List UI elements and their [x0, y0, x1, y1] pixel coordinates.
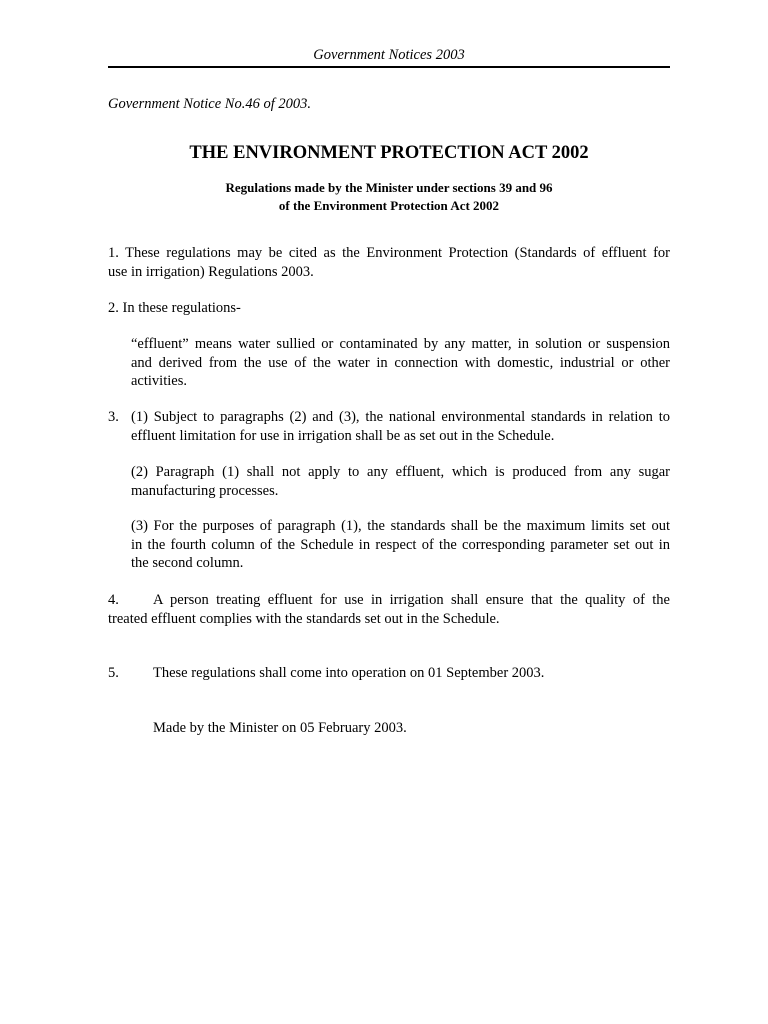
regulation-3-number-text: 3. [108, 409, 119, 425]
regulation-4-line-2: treated effluent complies with the standards set out in the Schedule. [108, 611, 500, 627]
regulation-4-line-1: A person treating effluent for use in irrigation shall ensure that the quality of the [153, 592, 670, 608]
regulation-4-number-text: 4. [108, 592, 119, 608]
act-subtitle-line-2: of the Environment Protection Act 2002 [278, 198, 500, 213]
act-subtitle [108, 179, 670, 215]
regulation-3-paragraph-3-line-3: the second column. [131, 555, 244, 571]
regulation-1-line-1: 1. These regulations may be cited as the Environment Protection (Standards of effluent for [108, 245, 670, 261]
regulation-5-text [153, 664, 670, 683]
regulation-3-paragraph-1 [131, 408, 670, 445]
regulation-4-line-1-wrap [153, 591, 670, 610]
regulation-1 [108, 244, 670, 281]
regulation-2-intro [108, 299, 670, 318]
effluent-definition [131, 335, 670, 391]
act-subtitle-line-1: Regulations made by the Minister under sections 39 and 96 [225, 180, 553, 195]
regulation-5-text-line: These regulations shall come into operation on 01 September 2003. [153, 665, 545, 681]
regulation-3-number [108, 408, 130, 427]
act-title: THE ENVIRONMENT PROTECTION ACT 2002 [189, 143, 589, 163]
regulation-3-paragraph-2-line-1: (2) Paragraph (1) shall not apply to any effluent, which is produced from any sugar [131, 464, 670, 480]
regulation-3-paragraph-1-line-2: effluent limitation for use in irrigation shall be as set out in the Schedule. [131, 427, 555, 444]
regulation-1-line-2: use in irrigation) Regulations 2003. [108, 263, 314, 280]
regulation-5-number [108, 664, 148, 683]
running-header: Government Notices 2003 [313, 47, 465, 63]
notice-number: Government Notice No.46 of 2003. [108, 96, 311, 112]
made-by-text: Made by the Minister on 05 February 2003. [153, 720, 407, 736]
regulation-2-intro-text: 2. In these regulations- [108, 300, 241, 316]
made-by-statement [153, 719, 670, 738]
regulation-3-paragraph-3-line-1: (3) For the purposes of paragraph (1), the standards shall be the maximum limits set out [131, 518, 670, 534]
regulation-5-number-text: 5. [108, 665, 119, 681]
regulation-3-paragraph-3-line-2: in the fourth column of the Schedule in respect of the corresponding parameter set out in [131, 536, 670, 553]
header-rule [108, 66, 670, 68]
regulation-3-paragraph-3 [131, 517, 670, 573]
regulation-4-number [108, 591, 148, 610]
effluent-definition-line-2: and derived from the use of the water in connection with domestic, industrial or other [131, 354, 670, 371]
regulation-3-paragraph-2 [131, 463, 670, 500]
regulation-3-paragraph-2-line-2: manufacturing processes. [131, 482, 279, 499]
effluent-definition-line-3: activities. [131, 373, 187, 389]
regulation-3-paragraph-1-line-1: (1) Subject to paragraphs (2) and (3), the national environmental standards in relation to [131, 409, 670, 425]
effluent-definition-line-1: “effluent” means water sullied or contaminated by any matter, in solution or suspension [131, 336, 670, 352]
regulation-4-line-2-wrap [108, 610, 670, 629]
